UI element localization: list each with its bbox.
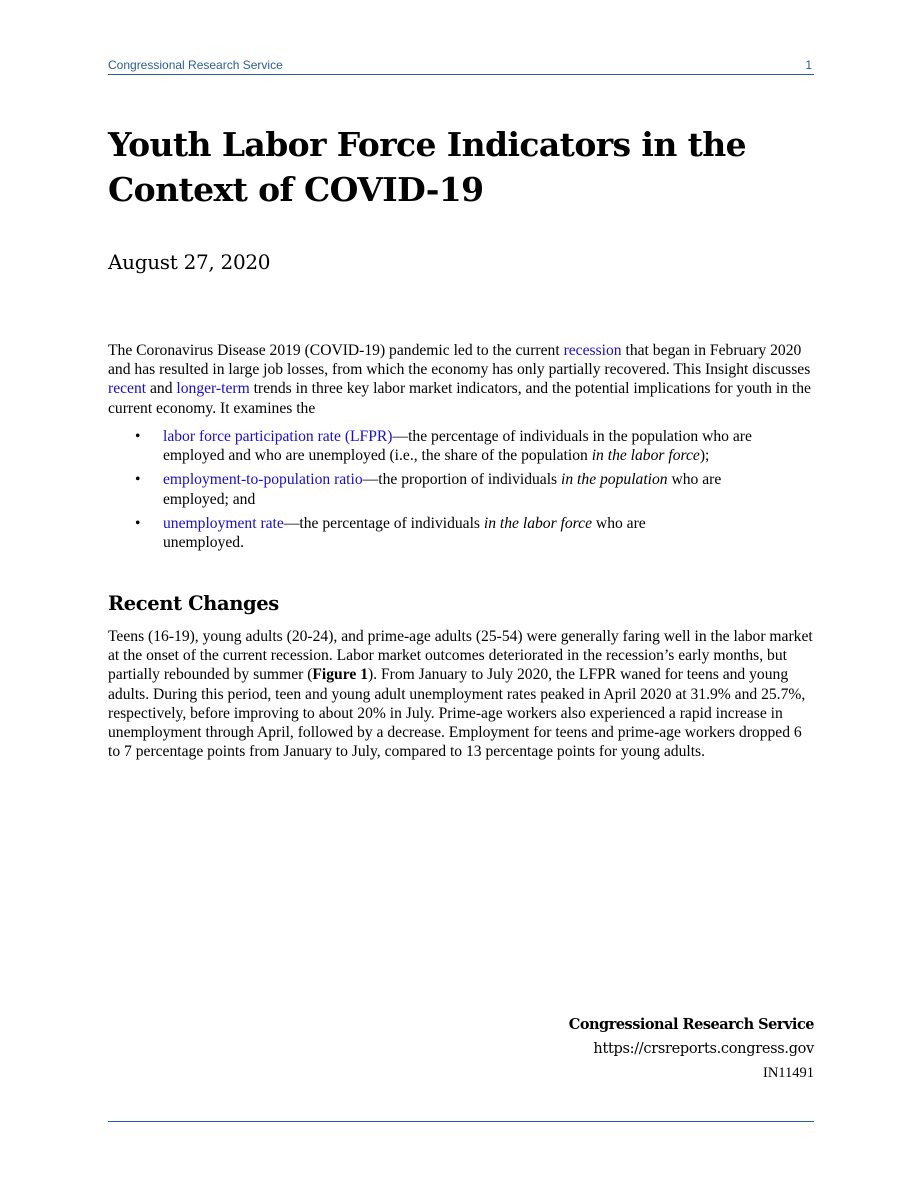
document-date: August 27, 2020 — [108, 250, 271, 274]
page-header — [108, 56, 814, 75]
footer-divider — [108, 1121, 814, 1122]
footer-url: https://crsreports.congress.gov — [593, 1041, 814, 1057]
recent-changes-paragraph — [108, 627, 814, 761]
indicator-list — [108, 427, 814, 557]
list-item — [108, 514, 814, 552]
longer-term-link[interactable]: longer-term — [176, 380, 250, 398]
recession-link[interactable]: recession — [563, 342, 622, 359]
bullet-after: who are employed; and — [163, 471, 722, 508]
intro-text-1: The Coronavirus Disease 2019 (COVID-19) pandemic led to the current — [108, 342, 564, 359]
section-heading: Recent Changes — [108, 592, 279, 615]
bullet-icon: • — [135, 514, 141, 532]
list-item — [108, 470, 814, 508]
recent-text-2: ). From January to July 2020, the LFPR waned for teens and young adults. During this period, teen and young adult unemployment rates peaked in April 2020 at 31.9% and 25.7%, respectively, before improving to about 20% in July. Prime-age workers also experienced a rapid increase in unemployment through April, followed by a decrease. Employment for teens and prime-age workers dropped 6 to 7 percentage points from January to July, compared to 13 percentage points for young adults. — [108, 666, 806, 761]
bullet-italic: in the population — [561, 471, 668, 489]
intro-paragraph — [108, 341, 814, 418]
bullet-icon: • — [135, 428, 141, 445]
header-agency: Congressional Research Service — [108, 58, 283, 72]
intro-text-2: that began in February 2020 and has resulted in large job losses, from which the economy has only partially recovered. This Insight discusses — [108, 342, 811, 379]
recent-text-1: Teens (16-19), young adults (20-24), and prime-age adults (25-54) were generally faring well in the labor market at the onset of the current recession. Labor market outcomes deteriorated in the recession’s early months, but partially rebounded by summer ( — [108, 628, 813, 684]
bullet-italic: in the labor force — [591, 447, 700, 465]
bullet-text: —the proportion of individuals — [362, 471, 562, 489]
bullet-after: ); — [699, 447, 710, 465]
footer-org: Congressional Research Service — [568, 1016, 814, 1033]
bullet-italic: in the labor force — [483, 514, 593, 532]
report-code: IN11491 — [762, 1065, 814, 1081]
intro-text-3: and — [146, 380, 177, 398]
bullet-text: —the percentage of individuals in the population who are employed and who are unemployed (i.e., the share of the population — [163, 428, 752, 465]
bullet-text: —the percentage of individuals — [283, 514, 484, 532]
recent-link[interactable]: recent — [108, 380, 147, 398]
figure-reference: Figure 1 — [312, 666, 368, 684]
bullet-after: who are unemployed. — [163, 514, 646, 552]
page-number: 1 — [805, 58, 812, 72]
employment-ratio-link[interactable]: employment-to-population ratio — [163, 471, 363, 489]
lfpr-link[interactable]: labor force participation rate (LFPR) — [163, 428, 393, 445]
list-item — [108, 427, 814, 465]
intro-text-4: trends in three key labor market indicators, and the potential implications for youth in the current economy. It examines the — [108, 380, 811, 417]
document-title: Youth Labor Force Indicators in the Context of COVID-19 — [108, 125, 747, 209]
unemployment-rate-link[interactable]: unemployment rate — [163, 514, 284, 532]
bullet-icon: • — [135, 471, 141, 489]
footer-block — [569, 1013, 814, 1085]
